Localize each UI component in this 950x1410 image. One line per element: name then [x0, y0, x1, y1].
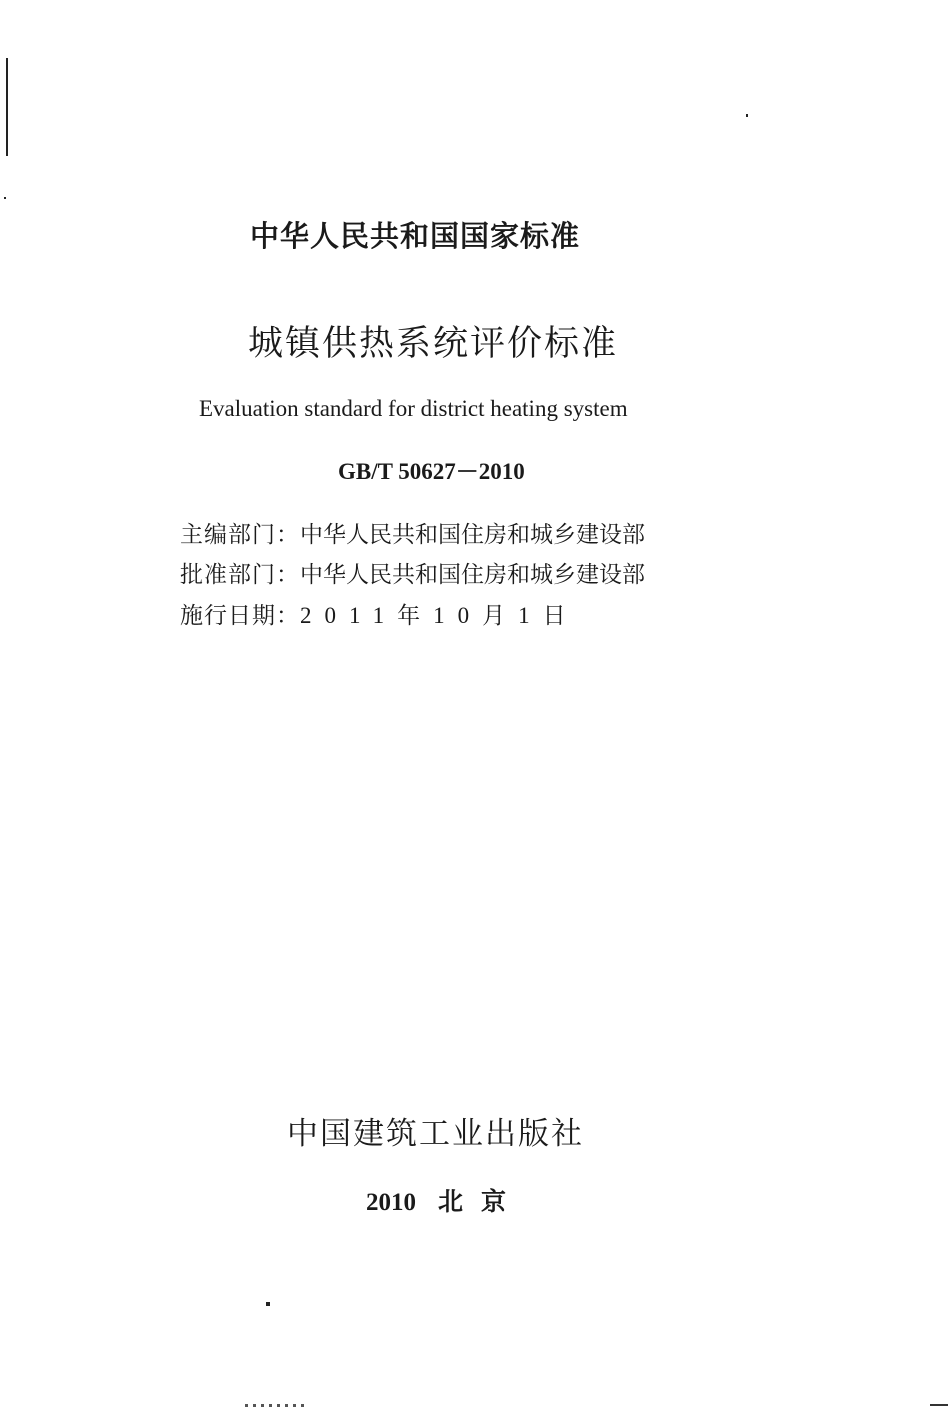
- standard-title-chinese: 城镇供热系统评价标准: [248, 324, 619, 364]
- publication-year: 2010: [366, 1189, 416, 1216]
- national-standard-heading: 中华人民共和国国家标准: [250, 219, 581, 253]
- chief-editor-value: 中华人民共和国住房和城乡建设部: [300, 522, 645, 548]
- chief-editor-row: [180, 516, 645, 549]
- scan-edge-mark: [6, 58, 8, 156]
- approver-row: [180, 556, 645, 589]
- publication-place-line: [366, 1182, 524, 1218]
- effective-date-label: 施行日期：: [180, 603, 300, 629]
- scan-bottom-dash: [930, 1404, 948, 1406]
- scan-bottom-marks: [245, 1404, 307, 1407]
- standard-title-english: Evaluation standard for district heating system: [199, 396, 628, 421]
- effective-date-value: 2011年10月1日: [300, 603, 579, 628]
- approver-label: 批准部门：: [180, 562, 300, 588]
- scan-speck: [266, 1302, 270, 1306]
- chief-editor-label: 主编部门：: [180, 522, 300, 548]
- publication-city: 北京: [438, 1187, 525, 1216]
- effective-date-row: [180, 597, 579, 630]
- scan-speck: [746, 114, 748, 117]
- publisher-name: 中国建筑工业出版社: [287, 1116, 584, 1152]
- standard-code: GB/T 50627－2010: [338, 459, 525, 484]
- scan-speck: [4, 197, 6, 199]
- approver-value: 中华人民共和国住房和城乡建设部: [300, 562, 645, 588]
